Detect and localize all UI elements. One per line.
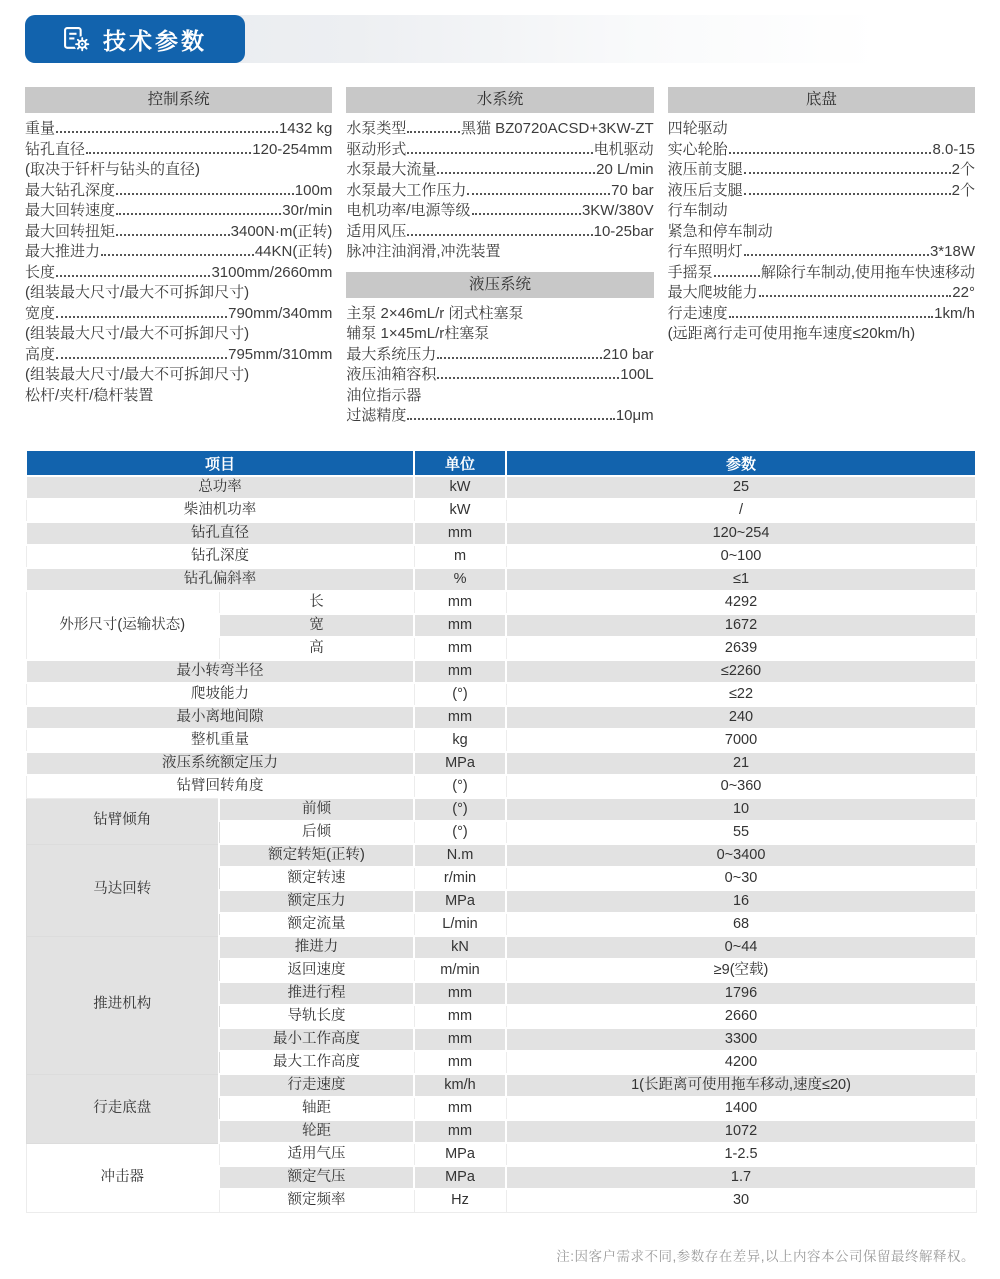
value-cell: 0~44 bbox=[506, 936, 976, 959]
item-cell: 额定流量 bbox=[219, 913, 414, 936]
item-cell: 长 bbox=[219, 591, 414, 614]
item-cell: 返回速度 bbox=[219, 959, 414, 982]
value-cell: 2639 bbox=[506, 637, 976, 660]
table-row bbox=[26, 499, 976, 522]
value-cell: 3300 bbox=[506, 1028, 976, 1051]
spec-line bbox=[668, 283, 975, 304]
table-row bbox=[26, 1143, 976, 1166]
value-cell: 55 bbox=[506, 821, 976, 844]
title-badge bbox=[25, 15, 245, 63]
dotted-leader bbox=[56, 275, 210, 277]
value-cell: ≥9(空载) bbox=[506, 959, 976, 982]
spec-section-title: 水系统 bbox=[346, 87, 653, 113]
spec-line bbox=[346, 406, 653, 427]
spec-label: 钻孔直径 bbox=[25, 140, 86, 158]
spec-line bbox=[346, 345, 653, 366]
spec-label: 宽度 bbox=[25, 304, 56, 322]
spec-value: 3100mm/2660mm bbox=[211, 263, 333, 281]
spec-note: 辅泵 1×45mL/r柱塞泵 bbox=[346, 325, 490, 342]
table-row bbox=[26, 798, 976, 821]
spec-value: 22° bbox=[952, 284, 975, 301]
unit-cell: kW bbox=[414, 499, 506, 522]
unit-cell: MPa bbox=[414, 890, 506, 913]
spec-note: 紧急和停车制动 bbox=[667, 222, 773, 240]
spec-label: 最大推进力 bbox=[25, 243, 101, 260]
spec-line bbox=[25, 304, 332, 325]
spec-note: 行车制动 bbox=[667, 202, 728, 219]
spec-label: 行走速度 bbox=[667, 304, 728, 322]
value-cell: 1072 bbox=[506, 1120, 976, 1143]
item-cell: 轮距 bbox=[219, 1120, 414, 1143]
value-cell: 1796 bbox=[506, 982, 976, 1005]
table-row bbox=[26, 568, 976, 591]
spec-label: 手摇泵 bbox=[667, 263, 713, 281]
spec-label: 实心轮胎 bbox=[667, 140, 728, 158]
spec-label: 液压前支腿 bbox=[667, 161, 743, 178]
dotted-leader bbox=[714, 275, 760, 277]
spec-label: 最大爬坡能力 bbox=[667, 284, 758, 301]
spec-line bbox=[25, 222, 332, 243]
spec-value: 解除行车制动,使用拖车快速移动 bbox=[760, 263, 975, 281]
spec-note: (远距离行走可使用拖车速度≤20km/h) bbox=[667, 325, 916, 342]
unit-cell: L/min bbox=[414, 913, 506, 936]
unit-cell: (°) bbox=[414, 798, 506, 821]
spec-line bbox=[25, 201, 332, 222]
spec-line bbox=[25, 242, 332, 263]
item-cell: 适用气压 bbox=[219, 1143, 414, 1166]
value-cell: 7000 bbox=[506, 729, 976, 752]
item-cell: 整机重量 bbox=[26, 729, 414, 752]
value-cell: 1(长距离可使用拖车移动,速度≤20) bbox=[506, 1074, 976, 1097]
item-cell: 最小工作高度 bbox=[219, 1028, 414, 1051]
value-cell: 21 bbox=[506, 752, 976, 775]
unit-cell: kN bbox=[414, 936, 506, 959]
group-cell: 推进机构 bbox=[26, 936, 219, 1074]
dotted-leader bbox=[467, 193, 610, 195]
unit-cell: r/min bbox=[414, 867, 506, 890]
dotted-leader bbox=[56, 316, 227, 318]
dotted-leader bbox=[101, 254, 254, 256]
spec-line bbox=[25, 140, 332, 161]
unit-cell: mm bbox=[414, 637, 506, 660]
dotted-leader bbox=[407, 234, 592, 236]
unit-cell: % bbox=[414, 568, 506, 591]
group-cell: 外形尺寸(运输状态) bbox=[26, 591, 219, 660]
dotted-leader bbox=[729, 152, 932, 154]
item-cell: 宽 bbox=[219, 614, 414, 637]
spec-label: 最大回转速度 bbox=[25, 202, 116, 219]
table-row bbox=[26, 522, 976, 545]
unit-cell: (°) bbox=[414, 775, 506, 798]
spec-note: 油位指示器 bbox=[346, 386, 422, 404]
item-cell: 爬坡能力 bbox=[26, 683, 414, 706]
spec-label: 重量 bbox=[25, 120, 56, 137]
spec-note: (组装最大尺寸/最大不可拆卸尺寸) bbox=[25, 366, 250, 383]
unit-cell: m bbox=[414, 545, 506, 568]
spec-line bbox=[668, 242, 975, 263]
value-cell: 10 bbox=[506, 798, 976, 821]
title-band bbox=[25, 15, 975, 63]
value-cell: 1.7 bbox=[506, 1166, 976, 1189]
dotted-leader bbox=[116, 234, 230, 236]
spec-note: 主泵 2×46mL/r 闭式柱塞泵 bbox=[346, 304, 524, 322]
value-cell: ≤22 bbox=[506, 683, 976, 706]
value-cell: 120~254 bbox=[506, 522, 976, 545]
spec-line bbox=[668, 263, 975, 284]
spec-value: 20 L/min bbox=[596, 161, 654, 178]
item-cell: 额定转速 bbox=[219, 867, 414, 890]
unit-cell: (°) bbox=[414, 683, 506, 706]
unit-cell: mm bbox=[414, 1120, 506, 1143]
spec-label: 水泵类型 bbox=[346, 120, 407, 137]
item-cell: 额定压力 bbox=[219, 890, 414, 913]
item-cell: 后倾 bbox=[219, 821, 414, 844]
spec-line bbox=[346, 160, 653, 181]
spec-label: 水泵最大工作压力 bbox=[346, 181, 467, 199]
spec-label: 长度 bbox=[25, 263, 56, 281]
unit-cell: mm bbox=[414, 1051, 506, 1074]
item-cell: 总功率 bbox=[26, 476, 414, 499]
unit-cell: MPa bbox=[414, 1143, 506, 1166]
unit-cell: MPa bbox=[414, 752, 506, 775]
value-cell: 30 bbox=[506, 1189, 976, 1212]
spec-label: 液压油箱容积 bbox=[346, 366, 437, 383]
spec-value: 100L bbox=[620, 366, 654, 383]
item-cell: 额定频率 bbox=[219, 1189, 414, 1212]
item-cell: 额定转矩(正转) bbox=[219, 844, 414, 867]
dotted-leader bbox=[744, 254, 929, 256]
spec-section-title: 液压系统 bbox=[346, 272, 653, 298]
spec-section bbox=[668, 87, 975, 345]
spec-value: 70 bar bbox=[611, 181, 654, 199]
table-row bbox=[26, 936, 976, 959]
value-cell: 4200 bbox=[506, 1051, 976, 1074]
value-cell: 0~3400 bbox=[506, 844, 976, 867]
table-row bbox=[26, 660, 976, 683]
spec-line bbox=[346, 222, 653, 243]
spec-line bbox=[346, 201, 653, 222]
unit-cell: mm bbox=[414, 614, 506, 637]
table-row bbox=[26, 683, 976, 706]
spec-label: 高度 bbox=[25, 345, 56, 363]
item-cell: 液压系统额定压力 bbox=[26, 752, 414, 775]
spec-label: 液压后支腿 bbox=[667, 181, 743, 199]
table-row bbox=[26, 591, 976, 614]
table-row bbox=[26, 476, 976, 499]
unit-cell: mm bbox=[414, 522, 506, 545]
item-cell: 推进力 bbox=[219, 936, 414, 959]
unit-cell: mm bbox=[414, 591, 506, 614]
spec-note: (组装最大尺寸/最大不可拆卸尺寸) bbox=[25, 325, 250, 342]
spec-value: 790mm/340mm bbox=[228, 304, 333, 322]
value-cell: 25 bbox=[506, 476, 976, 499]
spec-value: 1km/h bbox=[934, 304, 975, 322]
spec-line bbox=[346, 365, 653, 386]
item-cell: 前倾 bbox=[219, 798, 414, 821]
group-cell: 马达回转 bbox=[26, 844, 219, 936]
item-cell: 高 bbox=[219, 637, 414, 660]
spec-line bbox=[346, 119, 653, 140]
spec-value: 100m bbox=[294, 181, 333, 199]
spec-note: (取决于钎杆与钻头的直径) bbox=[25, 161, 200, 178]
item-cell: 额定气压 bbox=[219, 1166, 414, 1189]
spec-value: 2个 bbox=[951, 161, 975, 178]
dotted-leader bbox=[407, 131, 460, 133]
table-row bbox=[26, 729, 976, 752]
table-row bbox=[26, 545, 976, 568]
spec-line bbox=[25, 345, 332, 366]
spec-column-control bbox=[25, 87, 332, 422]
spec-section-title: 底盘 bbox=[668, 87, 975, 113]
spec-value: 3KW/380V bbox=[581, 202, 654, 219]
value-cell: 1400 bbox=[506, 1097, 976, 1120]
value-cell: ≤2260 bbox=[506, 660, 976, 683]
spec-value: 30r/min bbox=[282, 202, 333, 219]
spec-line bbox=[668, 181, 975, 202]
value-cell: 4292 bbox=[506, 591, 976, 614]
dotted-leader bbox=[86, 152, 251, 154]
unit-cell: (°) bbox=[414, 821, 506, 844]
dotted-leader bbox=[437, 357, 601, 359]
unit-cell: m/min bbox=[414, 959, 506, 982]
value-cell: 2660 bbox=[506, 1005, 976, 1028]
dotted-leader bbox=[56, 357, 227, 359]
spec-section bbox=[346, 272, 653, 427]
dotted-leader bbox=[56, 131, 278, 133]
item-cell: 钻孔偏斜率 bbox=[26, 568, 414, 591]
spec-line bbox=[346, 181, 653, 202]
dotted-leader bbox=[407, 152, 592, 154]
dotted-leader bbox=[407, 418, 614, 420]
spec-line bbox=[25, 181, 332, 202]
table-row bbox=[26, 844, 976, 867]
group-cell: 行走底盘 bbox=[26, 1074, 219, 1143]
dotted-leader bbox=[759, 295, 952, 297]
params-table-body bbox=[26, 476, 976, 1212]
document-gear-icon bbox=[63, 26, 90, 53]
value-cell: ≤1 bbox=[506, 568, 976, 591]
spec-section-title: 控制系统 bbox=[25, 87, 332, 113]
item-cell: 轴距 bbox=[219, 1097, 414, 1120]
spec-line bbox=[668, 140, 975, 161]
spec-value: 黑猫 BZ0720ACSD+3KW-ZT bbox=[460, 120, 654, 137]
unit-cell: MPa bbox=[414, 1166, 506, 1189]
spec-label: 过滤精度 bbox=[346, 407, 407, 424]
spec-value: 120-254mm bbox=[252, 140, 333, 158]
dotted-leader bbox=[744, 193, 951, 195]
spec-line bbox=[25, 263, 332, 284]
spec-line bbox=[346, 140, 653, 161]
spec-label: 最大回转扭矩 bbox=[25, 222, 116, 240]
spec-line bbox=[668, 304, 975, 325]
value-cell: 240 bbox=[506, 706, 976, 729]
dotted-leader bbox=[116, 213, 281, 215]
table-row bbox=[26, 706, 976, 729]
spec-line bbox=[668, 160, 975, 181]
table-row bbox=[26, 752, 976, 775]
unit-cell: mm bbox=[414, 1097, 506, 1120]
dotted-leader bbox=[437, 172, 595, 174]
spec-label: 驱动形式 bbox=[346, 140, 407, 158]
item-cell: 最大工作高度 bbox=[219, 1051, 414, 1074]
spec-columns bbox=[25, 87, 975, 422]
item-cell: 最小转弯半径 bbox=[26, 660, 414, 683]
unit-cell: mm bbox=[414, 1028, 506, 1051]
dotted-leader bbox=[472, 213, 581, 215]
unit-cell: mm bbox=[414, 706, 506, 729]
unit-cell: km/h bbox=[414, 1074, 506, 1097]
spec-label: 最大系统压力 bbox=[346, 345, 437, 363]
spec-line bbox=[25, 119, 332, 140]
spec-value: 8.0-15 bbox=[932, 140, 975, 158]
spec-value: 210 bar bbox=[602, 345, 654, 363]
spec-label: 电机功率/电源等级 bbox=[346, 202, 471, 219]
table-row bbox=[26, 1074, 976, 1097]
spec-value: 2个 bbox=[951, 181, 975, 199]
item-cell: 钻孔直径 bbox=[26, 522, 414, 545]
spec-column-chassis bbox=[668, 87, 975, 422]
page-title: 技术参数 bbox=[103, 27, 207, 54]
spec-note: 四轮驱动 bbox=[667, 120, 728, 137]
spec-label: 适用风压 bbox=[346, 222, 407, 240]
spec-value: 电机驱动 bbox=[593, 140, 654, 158]
spec-note: 松杆/夹杆/稳杆装置 bbox=[25, 386, 154, 404]
dotted-leader bbox=[729, 316, 933, 318]
spec-note: 脉冲注油润滑,冲洗装置 bbox=[346, 243, 501, 260]
table-header-row bbox=[26, 450, 976, 476]
dotted-leader bbox=[116, 193, 294, 195]
item-cell: 钻臂回转角度 bbox=[26, 775, 414, 798]
table-row bbox=[26, 775, 976, 798]
spec-value: 3*18W bbox=[929, 243, 975, 260]
unit-cell: mm bbox=[414, 660, 506, 683]
unit-cell: mm bbox=[414, 982, 506, 1005]
spec-value: 1432 kg bbox=[278, 120, 333, 137]
col-header-value: 参数 bbox=[506, 450, 976, 476]
spec-label: 最大钻孔深度 bbox=[25, 181, 116, 199]
item-cell: 最小离地间隙 bbox=[26, 706, 414, 729]
item-cell: 行走速度 bbox=[219, 1074, 414, 1097]
spec-value: 10-25bar bbox=[593, 222, 654, 240]
item-cell: 钻孔深度 bbox=[26, 545, 414, 568]
spec-value: 795mm/310mm bbox=[228, 345, 333, 363]
value-cell: 0~360 bbox=[506, 775, 976, 798]
value-cell: / bbox=[506, 499, 976, 522]
col-header-item: 项目 bbox=[26, 450, 414, 476]
unit-cell: kg bbox=[414, 729, 506, 752]
group-cell: 冲击器 bbox=[26, 1143, 219, 1212]
spec-column-water-hydraulic bbox=[346, 87, 653, 422]
dotted-leader bbox=[744, 172, 951, 174]
value-cell: 16 bbox=[506, 890, 976, 913]
dotted-leader bbox=[437, 377, 619, 379]
item-cell: 柴油机功率 bbox=[26, 499, 414, 522]
unit-cell: mm bbox=[414, 1005, 506, 1028]
params-table bbox=[25, 449, 977, 1213]
spec-section bbox=[346, 87, 653, 263]
footnote: 注:因客户需求不同,参数存在差异,以上内容本公司保留最终解释权。 bbox=[556, 1248, 975, 1264]
unit-cell: Hz bbox=[414, 1189, 506, 1212]
value-cell: 1-2.5 bbox=[506, 1143, 976, 1166]
value-cell: 0~30 bbox=[506, 867, 976, 890]
group-cell: 钻臂倾角 bbox=[26, 798, 219, 844]
spec-section bbox=[25, 87, 332, 406]
spec-label: 水泵最大流量 bbox=[346, 161, 437, 178]
spec-label: 行车照明灯 bbox=[667, 243, 743, 260]
spec-value: 44KN(正转) bbox=[254, 243, 333, 260]
unit-cell: N.m bbox=[414, 844, 506, 867]
value-cell: 1672 bbox=[506, 614, 976, 637]
item-cell: 导轨长度 bbox=[219, 1005, 414, 1028]
value-cell: 68 bbox=[506, 913, 976, 936]
item-cell: 推进行程 bbox=[219, 982, 414, 1005]
spec-value: 3400N·m(正转) bbox=[230, 222, 333, 240]
spec-value: 10μm bbox=[615, 407, 654, 424]
unit-cell: kW bbox=[414, 476, 506, 499]
spec-note: (组装最大尺寸/最大不可拆卸尺寸) bbox=[25, 284, 250, 301]
value-cell: 0~100 bbox=[506, 545, 976, 568]
col-header-unit: 单位 bbox=[414, 450, 506, 476]
